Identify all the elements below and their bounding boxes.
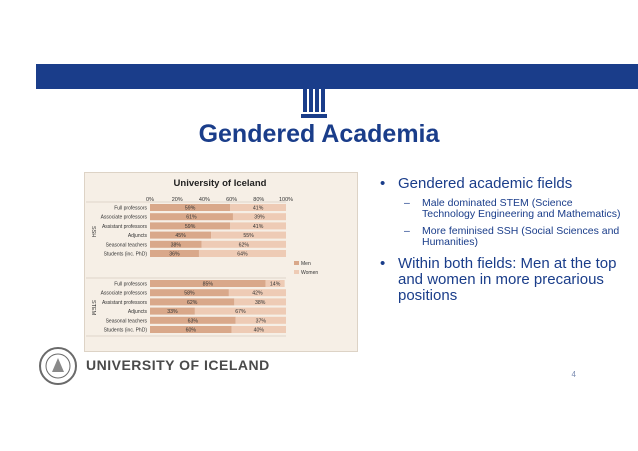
x-tick-label: 40% <box>198 197 210 203</box>
page-number: 4 <box>571 370 576 379</box>
category-label: Assistant professors <box>101 299 147 306</box>
bullet-list <box>372 176 622 304</box>
category-label: Seasonal teachers <box>105 318 147 325</box>
women-value-label: 37% <box>255 318 267 325</box>
men-value-label: 85% <box>202 281 213 288</box>
group-label: STEM <box>90 299 96 316</box>
category-label: Associate professors <box>100 290 147 297</box>
women-value-label: 41% <box>252 223 264 230</box>
university-pillars-logo-icon <box>298 72 330 124</box>
men-value-label: 58% <box>184 290 195 297</box>
sub-bullet-dash: – <box>404 225 410 237</box>
x-tick-label: 100% <box>278 197 294 203</box>
women-value-label: 14% <box>269 281 281 288</box>
women-value-label: 38% <box>254 299 266 306</box>
header-bar <box>36 64 638 89</box>
sub-bullet-item <box>372 198 622 220</box>
men-value-label: 61% <box>186 214 197 221</box>
men-value-label: 59% <box>184 223 196 230</box>
men-value-label: 62% <box>186 299 198 306</box>
category-label: Adjuncts <box>127 309 147 316</box>
men-value-label: 59% <box>184 205 196 212</box>
slide-title: Gendered Academia <box>198 120 440 148</box>
sub-bullet-dash: – <box>404 197 410 209</box>
women-value-label: 41% <box>252 205 264 212</box>
x-tick-label: 60% <box>226 197 238 203</box>
women-value-label: 42% <box>252 290 263 297</box>
category-label: Adjuncts <box>127 233 147 240</box>
women-value-label: 39% <box>254 214 265 221</box>
category-label: Students (inc. PhD) <box>103 251 147 258</box>
women-value-label: 55% <box>243 233 254 240</box>
category-label: Full professors <box>114 205 147 212</box>
women-value-label: 62% <box>238 242 250 249</box>
sub-bullet-item <box>372 226 622 248</box>
men-value-label: 63% <box>187 318 199 325</box>
sub-bullet-text: More feminised SSH (Social Sciences and Humanities) <box>422 225 620 248</box>
category-label: Full professors <box>114 281 147 288</box>
x-tick-label: 20% <box>171 197 183 203</box>
gender-bar-chart <box>84 172 356 350</box>
category-label: Assistant professors <box>101 223 147 230</box>
legend-swatch <box>294 270 299 274</box>
women-value-label: 64% <box>237 251 248 258</box>
men-value-label: 60% <box>185 327 196 334</box>
university-seal-icon <box>38 346 78 386</box>
bullet-text: Within both fields: Men at the top and women in more precarious positions <box>398 255 617 304</box>
legend-label: Men <box>301 261 311 267</box>
group-label: SSH <box>90 225 96 238</box>
legend-label: Women <box>301 270 319 276</box>
women-value-label: 40% <box>253 327 264 334</box>
category-label: Associate professors <box>100 214 147 221</box>
legend-swatch <box>294 261 299 265</box>
bullet-text: Gendered academic fields <box>398 175 573 192</box>
category-label: Students (inc. PhD) <box>103 327 147 334</box>
men-value-label: 33% <box>167 309 178 316</box>
x-tick-label: 0% <box>146 197 154 203</box>
men-value-label: 36% <box>169 251 180 258</box>
category-label: Seasonal teachers <box>105 242 147 249</box>
chart-title: University of Iceland <box>173 178 267 189</box>
men-value-label: 38% <box>170 242 182 249</box>
bullet-dot: • <box>380 175 386 192</box>
men-value-label: 45% <box>175 233 186 240</box>
sub-bullet-text: Male dominated STEM (Science Technology Engineering and Mathematics) <box>422 197 621 220</box>
bullet-dot: • <box>380 255 386 272</box>
women-value-label: 67% <box>235 309 246 316</box>
bullet-item <box>372 176 622 192</box>
footer-university-name: UNIVERSITY OF ICELAND <box>86 357 270 373</box>
x-tick-label: 80% <box>253 197 265 203</box>
bullet-item <box>372 256 622 304</box>
